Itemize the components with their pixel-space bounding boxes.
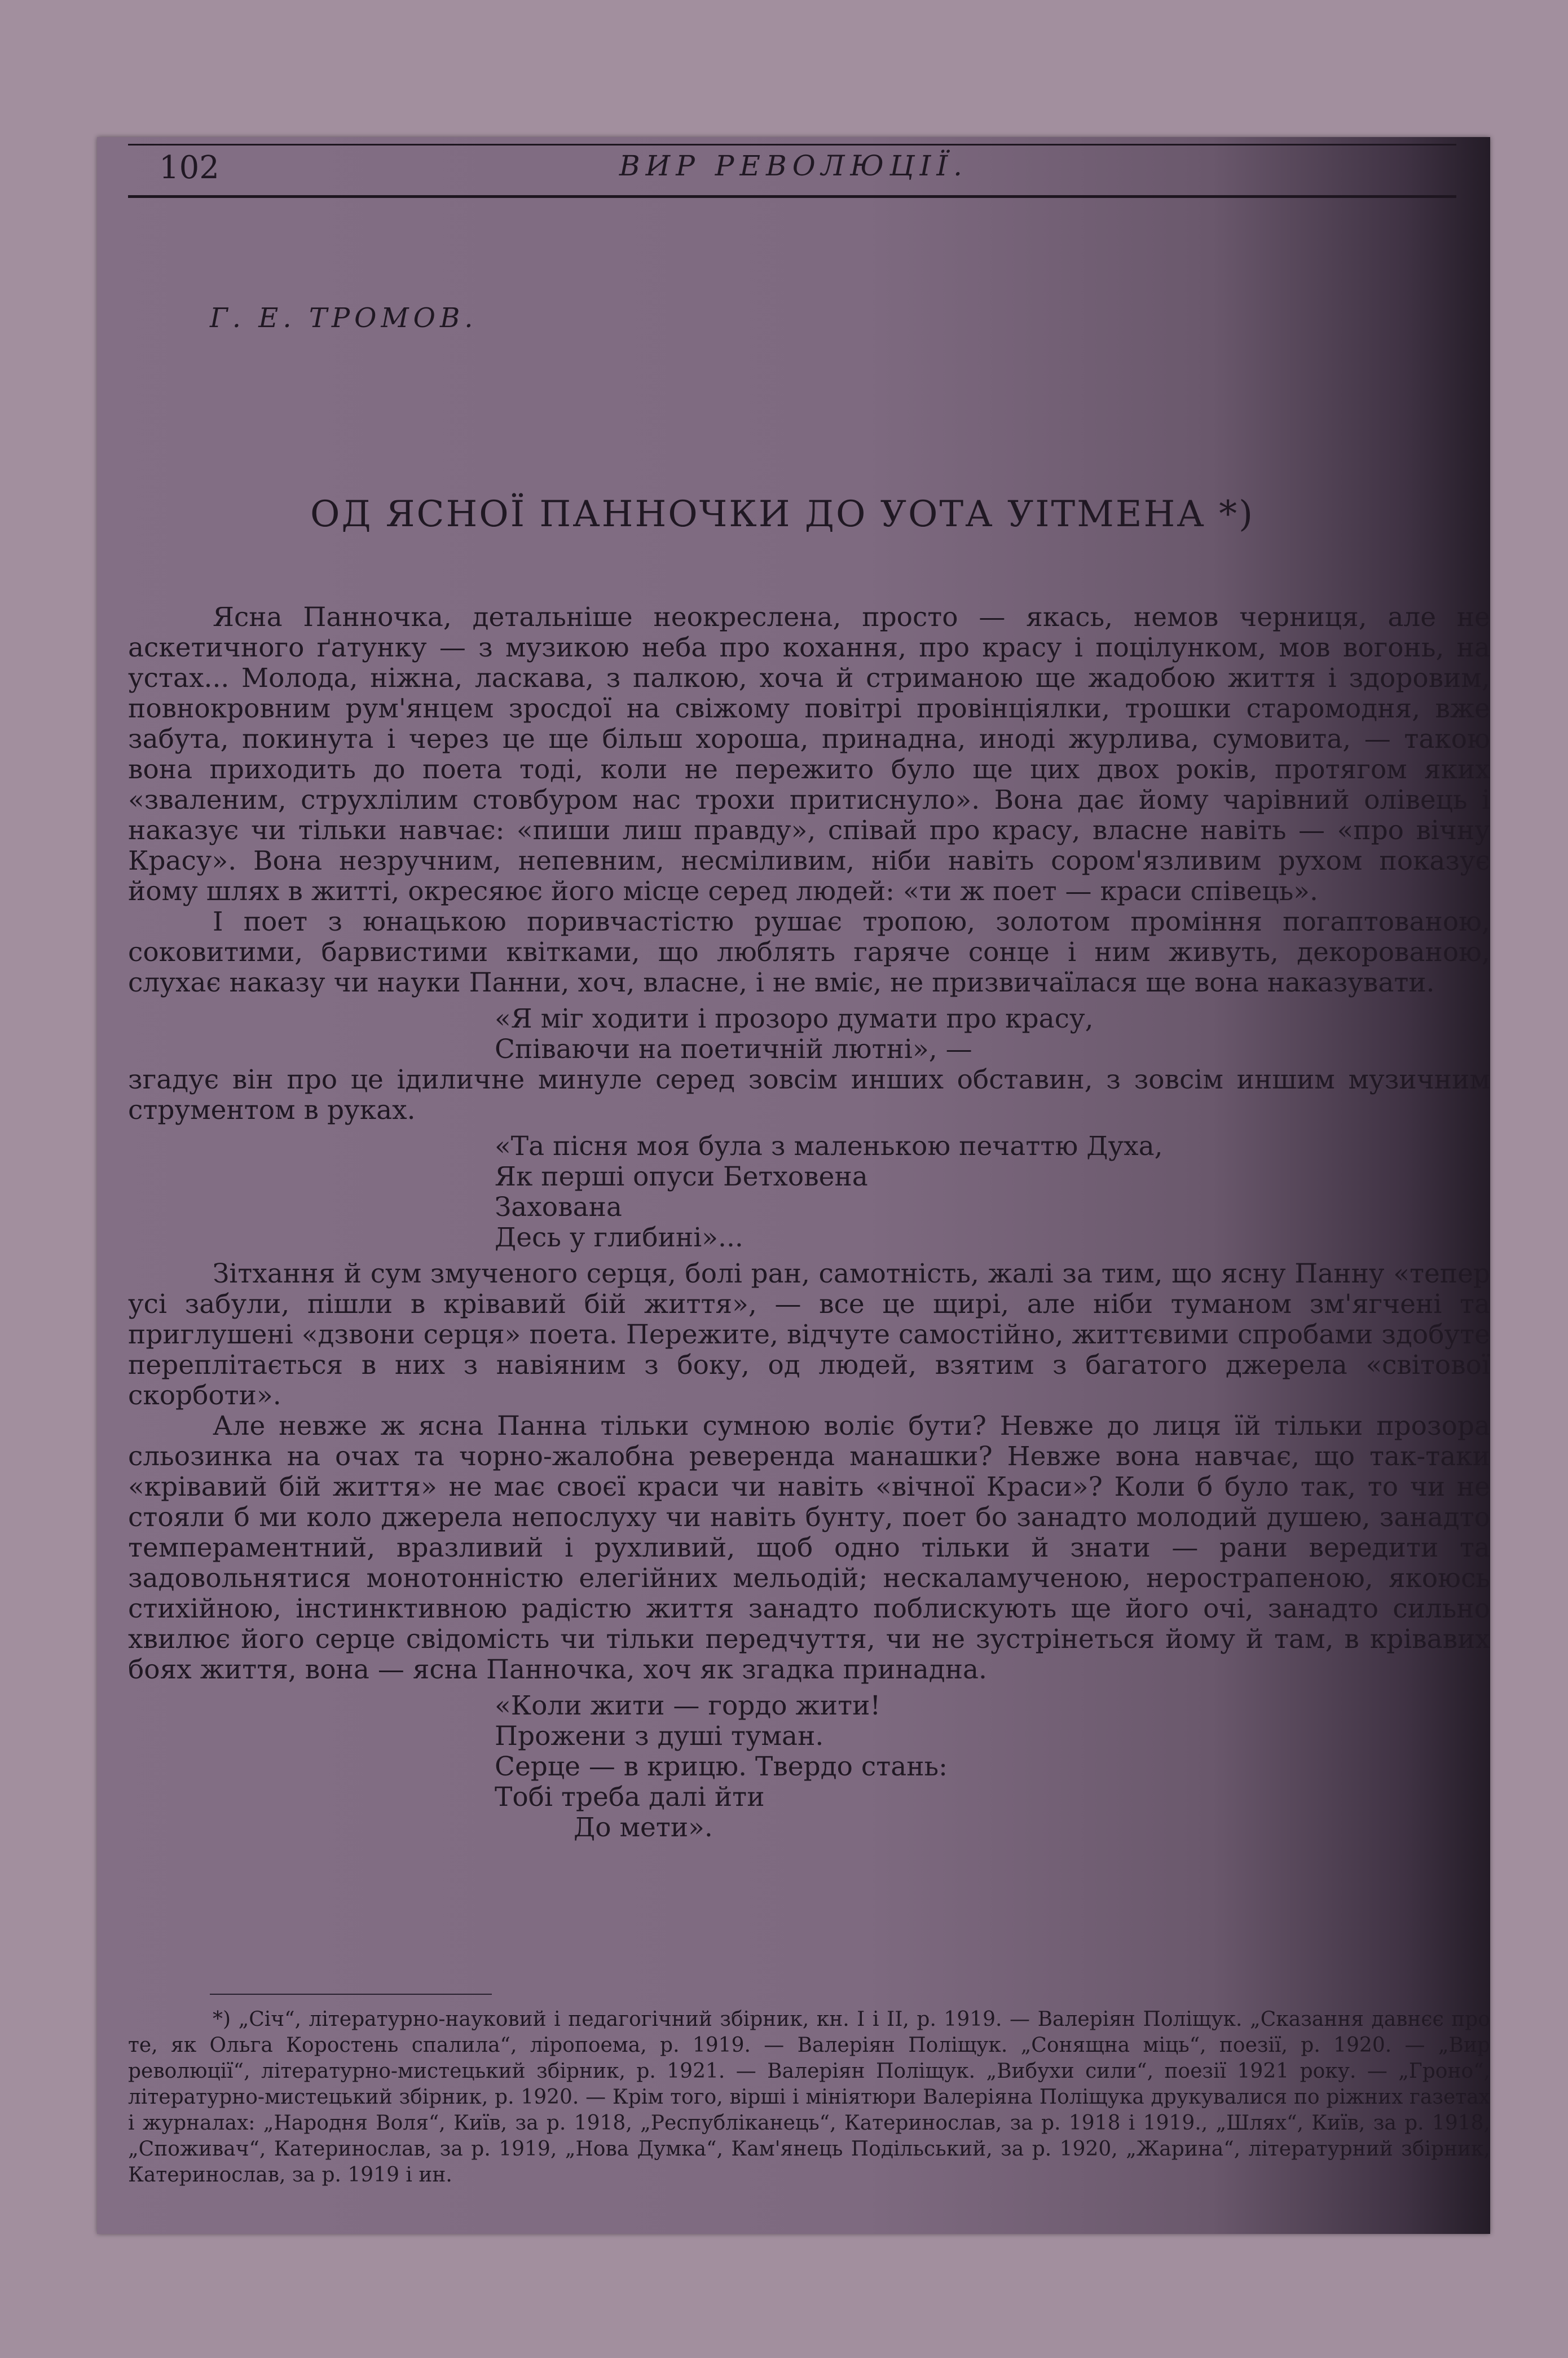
verse-line: «Коли жити — гордо жити! [495, 1690, 881, 1721]
paragraph: Але невже ж ясна Панна тільки сумною воліє бути? Невже до лиця їй тільки прозора сльозинка на очах та чорно-жалобна реверенда манашки? Невже вона навчає, що так-таки «крівавий бій життя» не має своєї краси чи навіть «вічної Краси»? Коли б було так, то чи не стояли б ми коло джерела непослуху чи навіть бунту, поет бо занадто молодий душею, занадто темпераментний, вразливий і рухливий, щоб одно тільки й знати — рани вередити та задовольнятися монотонністю елегійних мельодій; нескаламученою, нерострапеною, якоюсь стихійною, інстинктивною радістю життя занадто поблискують ще його очі, занадто сильно хвилює його серце свідомість чи тільки передчуття, чи не зустрінеться йому й там, в крівавих боях життя, вона — ясна Панночка, хоч як згадка принадна. [128, 1411, 1490, 1685]
verse-line: Як перші опуси Бетховена [495, 1161, 868, 1192]
paragraph: згадує він про це ідиличне минуле серед зовсім инших обставин, з зовсім иншим музичним струментом в руках. [128, 1064, 1490, 1126]
verse-line: Серце — в крицю. Твердо стань: [495, 1751, 948, 1782]
verse-quote [495, 1004, 1490, 1065]
book-page [97, 137, 1490, 2234]
author-name: Г. Е. ТРОМОВ. [210, 302, 478, 334]
paragraph: І поет з юнацькою поривчастістю рушає тропою, золотом проміння погаптованою, соковитими, барвистими квітками, що люблять гаряче сонце і ним живуть, декорованою, слухає наказу чи науки Панни, хоч, власне, і не вміє, не призвичаїлася ще вона наказувати. [128, 906, 1490, 998]
verse-line: Десь у глибині»... [495, 1222, 743, 1253]
verse-quote [495, 1131, 1490, 1253]
header-rule-top [128, 144, 1456, 146]
verse-line: «Та пісня моя була з маленькою печаттю Духа, [495, 1131, 1163, 1162]
article-body [128, 602, 1490, 1843]
verse-line: До мети». [574, 1812, 713, 1843]
paragraph: Зітхання й сум змученого серця, болі ран, самотність, жалі за тим, що ясну Панну «тепер усі забули, пішли в крівавий бій життя», — все це щирі, але ніби туманом зм'ягчені та приглушені «дзвони серця» поета. Пережите, відчуте самостійно, життєвими спробами здобуте переплітається в них з навіяним з боку, од людей, взятим з багатого джерела «світової скорботи». [128, 1258, 1490, 1411]
verse-line: Прожени з душі туман. [495, 1721, 824, 1752]
verse-quote [495, 1691, 1490, 1843]
footnote-rule [210, 1994, 492, 1995]
verse-line: «Я міг ходити і прозоро думати про красу, [495, 1003, 1094, 1034]
header-rule-bottom [128, 195, 1456, 198]
page-number: 102 [159, 149, 219, 186]
paragraph: Ясна Панночка, детальніше неокреслена, просто — якась, немов черниця, але не аскетичного ґатунку — з музикою неба про кохання, про красу і поцілунком, мов вогонь, на устах... Молода, ніжна, ласкава, з палкою, хоча й стриманою ще жадобою життя і здоровим, повнокровним рум'янцем зросдої на свіжому повітрі провінціялки, трошки старомодня, вже забута, покинута і через це ще більш хороша, принадна, иноді журлива, сумовита, — такою вона приходить до поета тоді, коли не пережито було ще цих двох років, протягом яких «зваленим, струхлілим стовбуром нас трохи притиснуло». Вона дає йому чарівний олівець і наказує чи тільки навчає: «пиши лиш правду», співай про красу, власне навіть — «про вічну Красу». Вона незручним, непевним, несміливим, ніби навіть сором'язливим рухом показує йому шлях в житті, окресяює його місце серед людей: «ти ж поет — краси співець». [128, 602, 1490, 907]
running-title: ВИР РЕВОЛЮЦІЇ. [619, 149, 968, 182]
footnote: *) „Січ“, літературно-науковий і педагогічний збірник, кн. І і ІІ, р. 1919. — Валеріян Поліщук. „Сказання давнєє про те, як Ольга Коростень спалила“, ліропоема, р. 1919. — Валеріян Поліщук. „Сонящна міць“, поезії, р. 1920. — „Вир революції“, літературно-мистецький збірник, р. 1921. — Валеріян Поліщук. „Вибухи сили“, поезії 1921 року. — „Гроно“, літературно-мистецький збірник, р. 1920. — Крім того, вірші і мініятюри Валеріяна Поліщука друкувалися по ріжних газетах і журналах: „Народня Воля“, Київ, за р. 1918, „Республіканець“, Катеринослав, за р. 1918 і 1919., „Шлях“, Київ, за р. 1918, „Споживач“, Катеринослав, за р. 1919, „Нова Думка“, Кам'янець Подільський, за р. 1920, „Жарина“, літературний збірник, Катеринослав, за р. 1919 і ин. [128, 2008, 1490, 2187]
article-title: ОД ЯСНОЇ ПАННОЧКИ ДО УОТА УІТМЕНА *) [310, 493, 1255, 535]
verse-line: Співаючи на поетичній лютні», — [495, 1034, 972, 1065]
verse-line: Захована [495, 1192, 622, 1223]
verse-line: Тобі треба далі йти [495, 1782, 765, 1813]
